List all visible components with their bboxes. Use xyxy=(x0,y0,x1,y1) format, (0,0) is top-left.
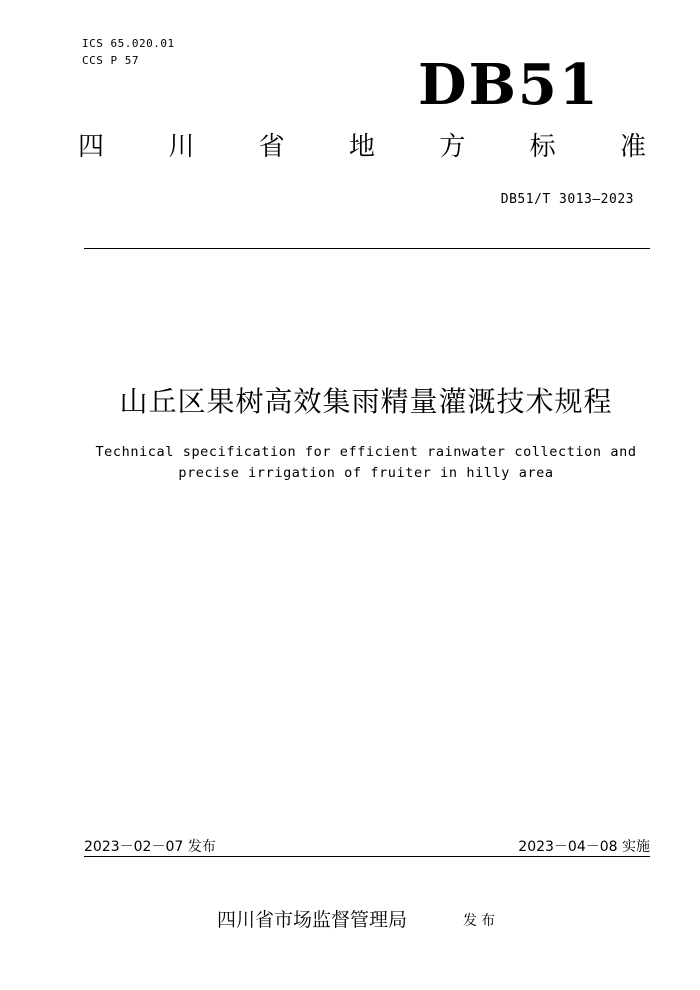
bottom-divider xyxy=(84,856,650,857)
title-english-line-1: Technical specification for efficient rainwater collection and xyxy=(95,444,637,460)
standard-number: DB51/T 3013—2023 xyxy=(500,192,634,207)
implement-date: 2023－04－08 实施 xyxy=(518,839,650,855)
standard-type-char: 地 xyxy=(348,132,375,162)
title-english xyxy=(0,442,700,484)
standard-type-char: 方 xyxy=(439,132,466,162)
standard-type-char: 标 xyxy=(529,132,556,162)
publish-date: 2023－02－07 发布 xyxy=(84,839,216,855)
issuing-authority: 四川省市场监督管理局 xyxy=(217,909,408,931)
standard-type-char: 准 xyxy=(619,132,646,162)
ccs-code: CCS P 57 xyxy=(82,54,139,67)
standard-type-char: 川 xyxy=(168,132,195,162)
title-english-line-2: precise irrigation of fruiter in hilly area xyxy=(178,465,554,481)
top-divider xyxy=(84,248,650,249)
issue-label: 发布 xyxy=(463,913,499,929)
standard-type-heading xyxy=(78,134,646,160)
standard-type-char: 省 xyxy=(258,132,285,162)
ics-code: ICS 65.020.01 xyxy=(82,37,175,50)
standard-type-char: 四 xyxy=(78,132,105,162)
title-chinese: 山丘区果树高效集雨精量灌溉技术规程 xyxy=(119,385,613,418)
standard-mark: DB51 xyxy=(418,52,600,118)
